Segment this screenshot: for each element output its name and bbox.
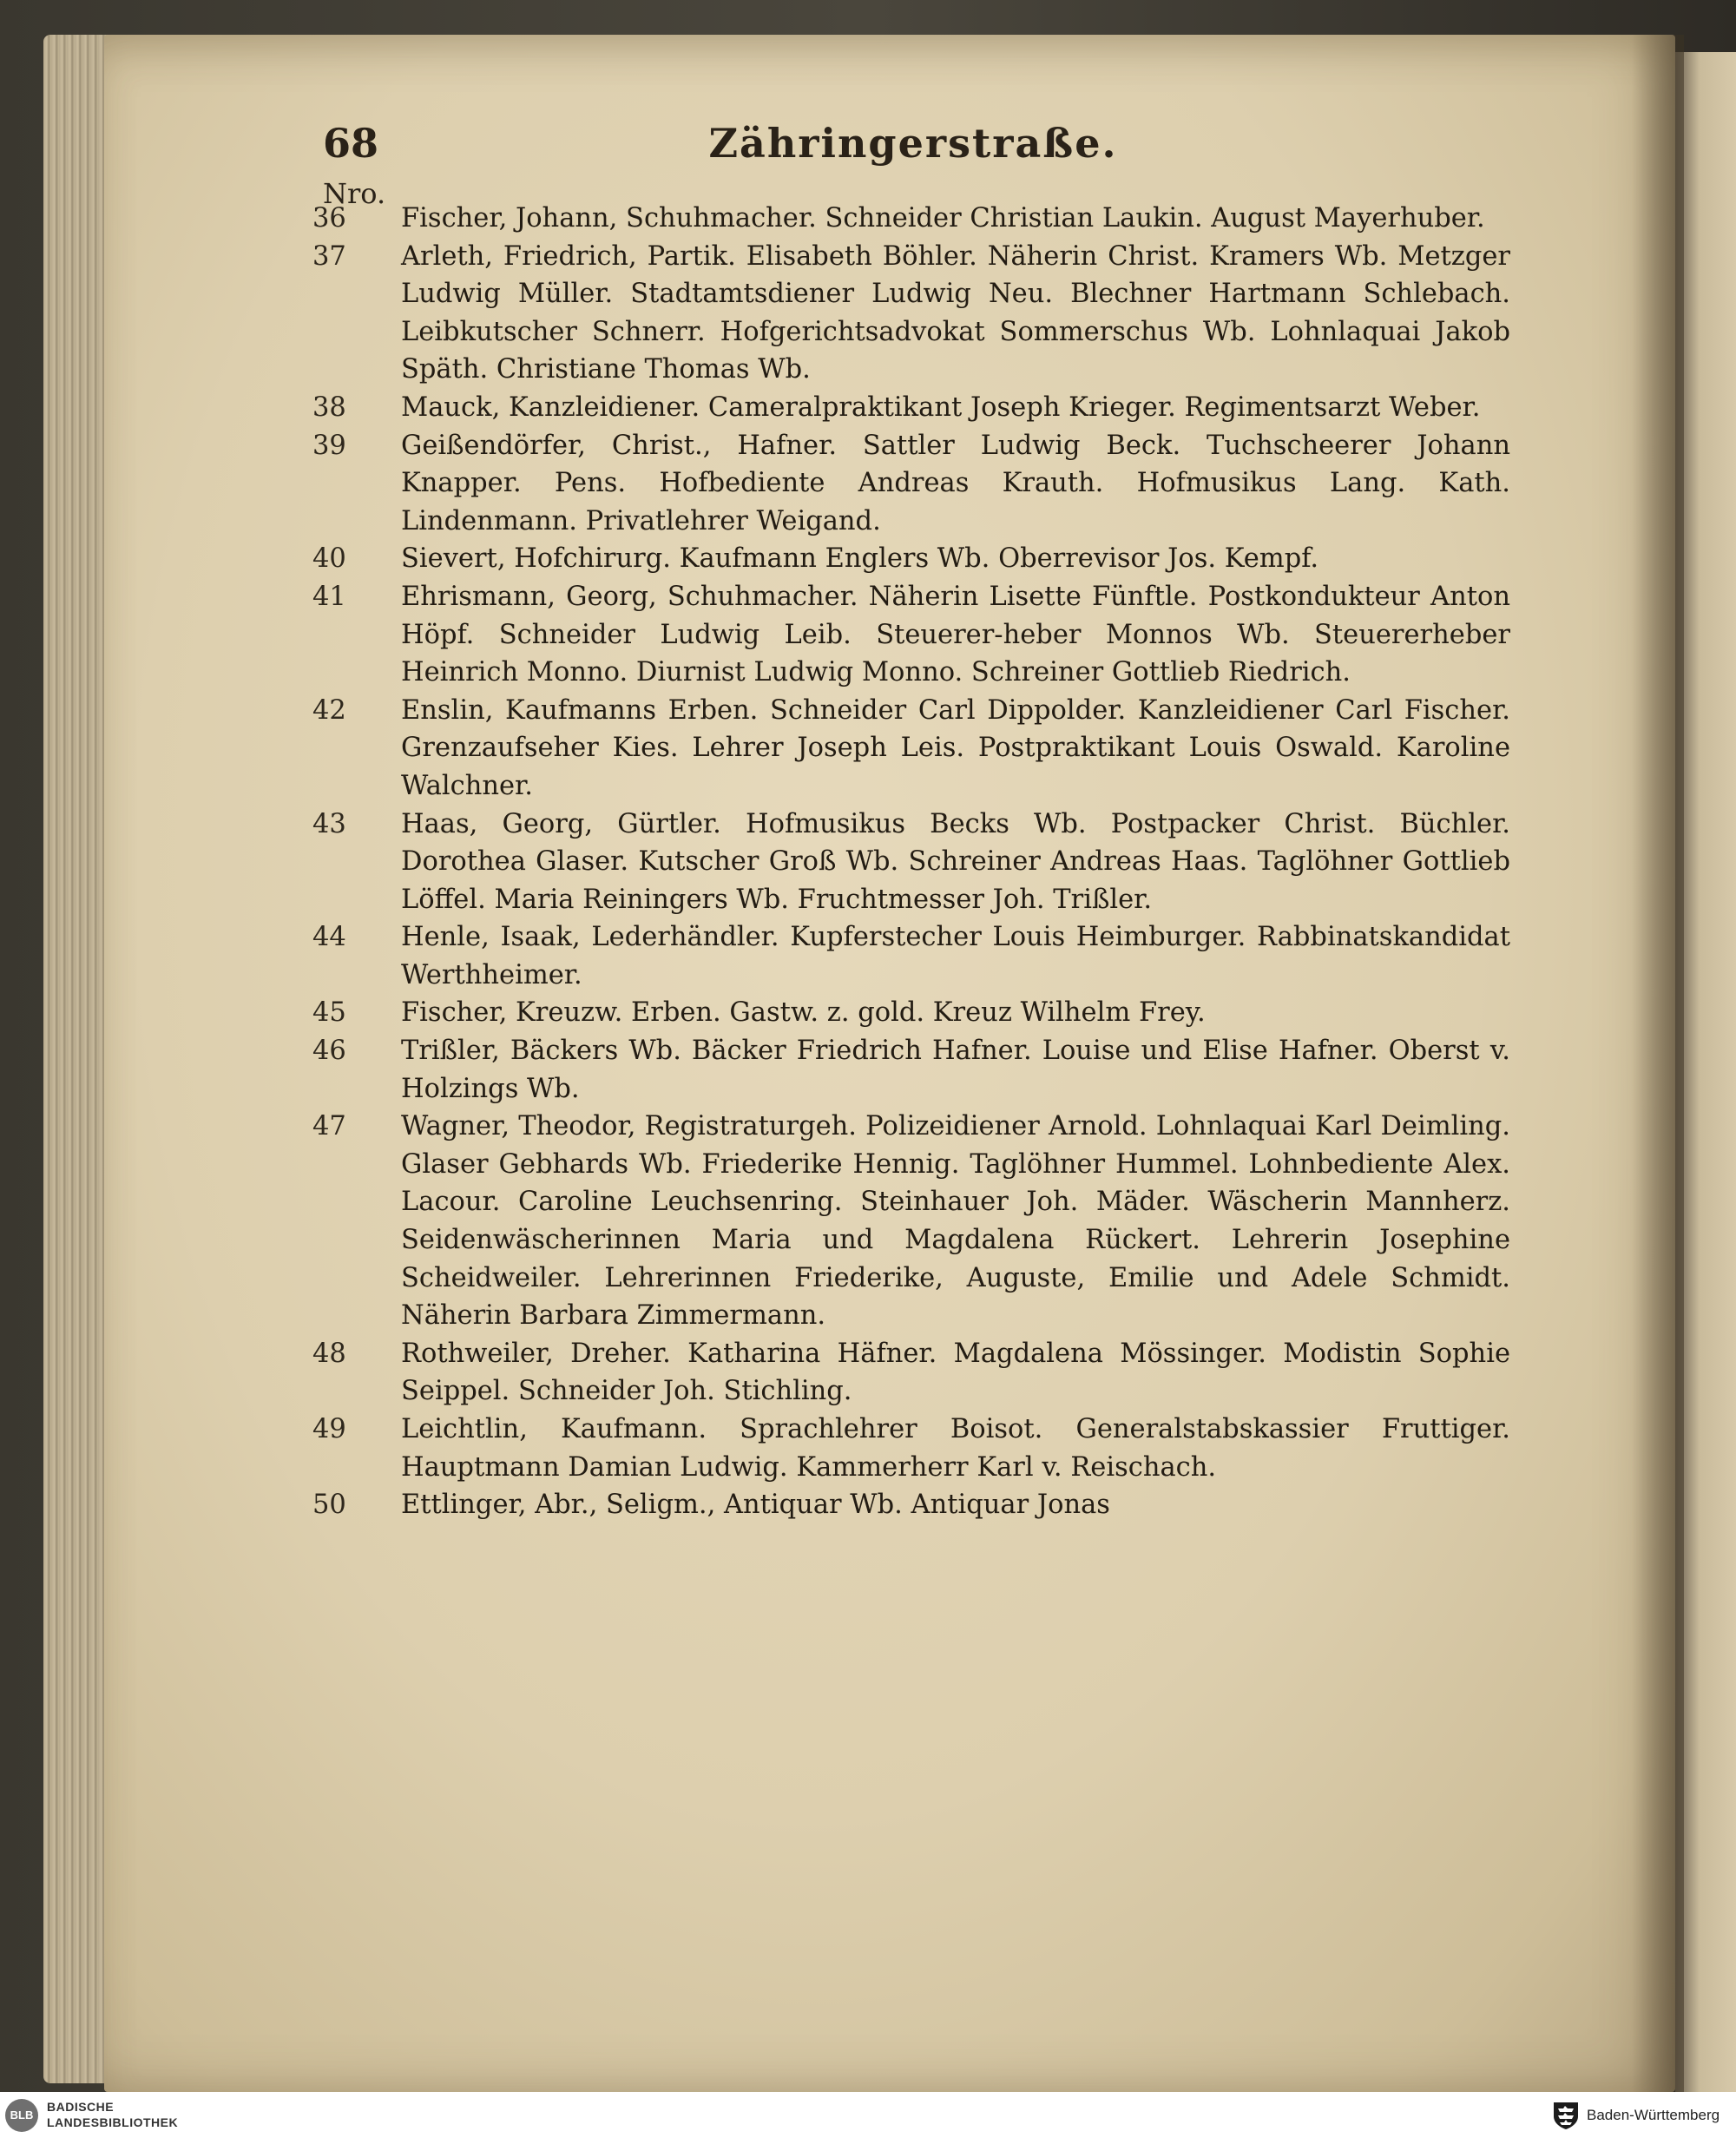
entry <box>312 540 1510 578</box>
house-number: 41 <box>312 581 346 612</box>
entry-text: Enslin, Kaufmanns Erben. Schneider Carl Dippolder. Kanzleidiener Carl Fischer. Grenzaufseher Kies. Lehrer Joseph Leis. Postpraktikant Louis Oswald. Karoline Walchner. <box>401 694 1510 801</box>
state-name: Baden-Württemberg <box>1587 2107 1720 2123</box>
entry-text: Leichtlin, Kaufmann. Sprachlehrer Boisot. Generalstabskassier Fruttiger. Hauptmann Damian Ludwig. Kammerherr Karl v. Reischach. <box>401 1414 1510 1483</box>
entry-text: Sievert, Hofchirurg. Kaufmann Englers Wb. Oberrevisor Jos. Kempf. <box>401 543 1319 575</box>
footer-bar <box>0 2092 1736 2138</box>
entry <box>312 806 1510 919</box>
entry <box>312 1335 1510 1411</box>
entry-text: Ettlinger, Abr., Seligm., Antiquar Wb. Antiquar Jonas <box>401 1490 1110 1521</box>
spine-shadow <box>1632 35 1684 2092</box>
house-number: 36 <box>312 203 346 234</box>
entry <box>312 918 1510 994</box>
entry-text: Wagner, Theodor, Registraturgeh. Polizeidiener Arnold. Lohnlaquai Karl Deimling. Glaser Gebhards Wb. Friederike Hennig. Taglöhner Hummel. Lohnbediente Alex. Lacour. Caroline Leuchsenring. Steinhauer Joh. Mäder. Wäscherin Mannherz. Seidenwäscherinnen Maria und Magdalena Rückert. Lehrerin Josephine Scheidweiler. Lehrerinnen Friederike, Auguste, Emilie und Adele Schmidt. Näherin Barbara Zimmermann. <box>401 1111 1510 1332</box>
entry <box>312 1486 1510 1524</box>
baden-wuerttemberg-crest-icon[interactable] <box>1552 2101 1580 2130</box>
house-number: 46 <box>312 1036 346 1067</box>
running-title: Zähringerstraße. <box>708 120 1118 167</box>
entry <box>312 238 1510 389</box>
page-number: 68 <box>323 120 379 167</box>
house-number: 50 <box>312 1490 346 1521</box>
house-number: 42 <box>312 694 346 726</box>
entry <box>312 994 1510 1032</box>
facing-page-edge <box>1675 52 1736 2092</box>
entry-text: Henle, Isaak, Lederhändler. Kupferstecher Louis Heimburger. Rabbinatskandidat Werthheimer. <box>401 922 1510 990</box>
house-number: 40 <box>312 543 346 575</box>
entry <box>312 578 1510 692</box>
house-number: 38 <box>312 391 346 423</box>
library-name-line2: LANDESBIBLIOTHEK <box>47 2115 179 2129</box>
entry-text: Haas, Georg, Gürtler. Hofmusikus Becks Wb. Postpacker Christ. Büchler. Dorothea Glaser. Kutscher Groß Wb. Schreiner Andreas Haas. Taglöhner Gottlieb Löffel. Maria Reiningers Wb. Fruchtmesser Joh. Trißler. <box>401 808 1510 915</box>
entry-text: Geißendörfer, Christ., Hafner. Sattler Ludwig Beck. Tuchscheerer Johann Knapper. Pens. Hofbediente Andreas Krauth. Hofmusikus Lang. Kath. Lindenmann. Privatlehrer Weigand. <box>401 430 1510 536</box>
library-name-line1: BADISCHE <box>47 2100 115 2114</box>
entry <box>312 692 1510 806</box>
house-number: 47 <box>312 1111 346 1142</box>
number-column-label: Nro. <box>323 177 386 210</box>
house-number: 43 <box>312 808 346 839</box>
house-number: 49 <box>312 1414 346 1444</box>
entry-text: Arleth, Friedrich, Partik. Elisabeth Böhler. Näherin Christ. Kramers Wb. Metzger Ludwig Müller. Stadtamtsdiener Ludwig Neu. Blechner Hartmann Schlebach. Leibkutscher Schnerr. Hofgerichtsadvokat Sommerschus Wb. Lohnlaquai Jakob Späth. Christiane Thomas Wb. <box>401 240 1510 385</box>
house-number: 37 <box>312 240 346 272</box>
entry <box>312 200 1510 238</box>
entry-text: Mauck, Kanzleidiener. Cameralpraktikant Joseph Krieger. Regimentsarzt Weber. <box>401 391 1481 423</box>
entry <box>312 1108 1510 1335</box>
blb-logo-icon[interactable]: BLB <box>5 2099 38 2132</box>
entry <box>312 389 1510 427</box>
house-number: 39 <box>312 430 346 461</box>
entry <box>312 1411 1510 1486</box>
address-entries <box>312 200 1510 1524</box>
entry <box>312 1032 1510 1108</box>
entry-text: Trißler, Bäckers Wb. Bäcker Friedrich Hafner. Louise und Elise Hafner. Oberst v. Holzings Wb. <box>401 1036 1510 1104</box>
house-number: 44 <box>312 922 346 953</box>
entry-text: Fischer, Johann, Schuhmacher. Schneider Christian Laukin. August Mayerhuber. <box>401 203 1485 234</box>
page-header <box>323 120 1503 172</box>
house-number: 45 <box>312 997 346 1029</box>
entry-text: Ehrismann, Georg, Schuhmacher. Näherin Lisette Fünftle. Postkondukteur Anton Höpf. Schneider Ludwig Leib. Steuerer-heber Monnos Wb. Steuererheber Heinrich Monno. Diurnist Ludwig Monno. Schreiner Gottlieb Riedrich. <box>401 581 1510 688</box>
entry-text: Fischer, Kreuzw. Erben. Gastw. z. gold. Kreuz Wilhelm Frey. <box>401 997 1206 1029</box>
entry-text: Rothweiler, Dreher. Katharina Häfner. Magdalena Mössinger. Modistin Sophie Seippel. Schneider Joh. Stichling. <box>401 1338 1510 1407</box>
entry <box>312 427 1510 541</box>
house-number: 48 <box>312 1338 346 1369</box>
